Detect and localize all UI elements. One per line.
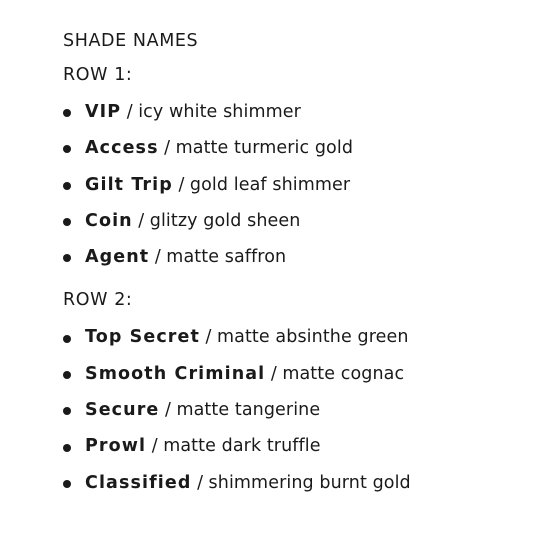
list-item: Access / matte turmeric gold [63, 130, 535, 166]
shade-description: shimmering burnt gold [208, 472, 411, 493]
list-item: Gilt Trip / gold leaf shimmer [63, 167, 535, 203]
shade-name: Secure [85, 400, 160, 421]
list-item: VIP / icy white shimmer [63, 94, 535, 130]
page-title: SHADE NAMES [63, 31, 199, 51]
shade-name: Coin [85, 210, 133, 231]
shade-name: Top Secret [85, 327, 200, 348]
shade-name: Gilt Trip [85, 174, 173, 195]
row-1-list [63, 94, 535, 275]
bullet-icon [63, 371, 71, 379]
shade-description: gold leaf shimmer [189, 174, 351, 195]
shade-name: Classified [85, 472, 192, 493]
list-item: Smooth Criminal / matte cognac [63, 356, 535, 392]
shade-description: icy white shimmer [138, 102, 301, 122]
list-item: Top Secret / matte absinthe green [63, 319, 535, 355]
shade-name: Access [85, 138, 159, 159]
bullet-icon [63, 444, 71, 452]
row-2-list [63, 319, 535, 500]
shade-name: Agent [85, 247, 150, 268]
bullet-icon [63, 182, 71, 190]
bullet-icon [63, 109, 71, 117]
shade-description: matte dark truffle [163, 436, 321, 457]
shade-description: matte saffron [166, 247, 287, 268]
bullet-icon [63, 254, 71, 262]
list-item: Prowl / matte dark truffle [63, 428, 535, 464]
row-2-heading: ROW 2: [63, 290, 133, 311]
shade-description: glitzy gold sheen [149, 210, 301, 231]
bullet-icon [63, 407, 71, 415]
list-item: Secure / matte tangerine [63, 392, 535, 428]
shade-description: matte absinthe green [217, 327, 409, 348]
shade-description: matte tangerine [176, 400, 321, 421]
bullet-icon [63, 480, 71, 488]
list-item: Classified / shimmering burnt gold [63, 465, 535, 501]
bullet-icon [63, 218, 71, 226]
shade-name: Prowl [85, 436, 147, 457]
shade-name: Smooth Criminal [85, 363, 266, 384]
shade-names-document [63, 28, 535, 501]
bullet-icon [63, 145, 71, 153]
shade-description: matte cognac [282, 363, 405, 384]
shade-description: matte turmeric gold [175, 138, 354, 159]
list-item: Coin / glitzy gold sheen [63, 203, 535, 239]
shade-name: VIP [85, 102, 122, 122]
list-item: Agent / matte saffron [63, 239, 535, 275]
bullet-icon [63, 335, 71, 343]
row-1-heading: ROW 1: [63, 65, 133, 85]
